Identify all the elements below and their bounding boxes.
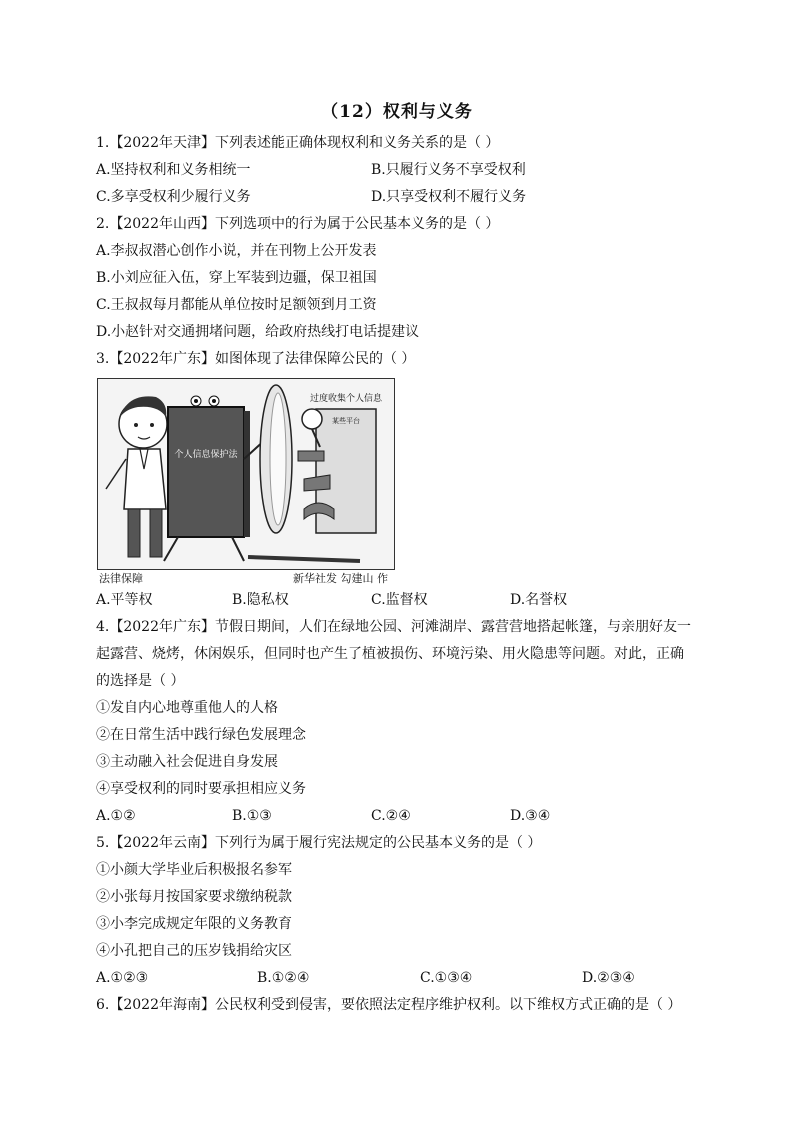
book-label: 个人信息保护法: [174, 450, 238, 460]
q3-option-d: D.名誉权: [510, 592, 568, 608]
q4-stem-line2: 起露营、烧烤，休闲娱乐，但同时也产生了植被损伤、环境污染、用火隐患等问题。对此，正确: [96, 646, 684, 662]
q5-stem: 5.【2022年云南】下列行为属于履行宪法规定的公民基本义务的是（ ）: [96, 835, 542, 851]
q3-option-c: C.监督权: [371, 592, 428, 608]
q4-option-a: A.①②: [96, 808, 136, 824]
q4-stem-line1: 4.【2022年广东】节假日期间，人们在绿地公园、河滩湖岸、露营营地搭起帐篷，与亲朋好友一: [96, 619, 691, 635]
q4-statement-1: ①发自内心地尊重他人的人格: [96, 700, 278, 716]
q5-option-c: C.①③④: [420, 970, 473, 986]
q1-option-d: D.只享受权利不履行义务: [371, 189, 527, 205]
q2-option-d: D.小赵针对交通拥堵问题，给政府热线打电话提建议: [96, 324, 420, 340]
q5-statement-2: ②小张每月按国家要求缴纳税款: [96, 889, 292, 905]
q2-stem: 2.【2022年山西】下列选项中的行为属于公民基本义务的是（ ）: [96, 216, 500, 232]
q4-statement-4: ④享受权利的同时要承担相应义务: [96, 781, 306, 797]
q1-option-a: A.坚持权利和义务相统一: [96, 162, 251, 178]
q4-option-d: D.③④: [510, 808, 551, 824]
q5-statement-1: ①小颜大学毕业后积极报名参军: [96, 862, 292, 878]
q2-option-a: A.李叔叔潜心创作小说，并在刊物上公开发表: [96, 243, 377, 259]
q3-stem: 3.【2022年广东】如图体现了法律保障公民的（ ）: [96, 351, 416, 367]
q5-option-b: B.①②④: [257, 970, 310, 986]
q5-statement-4: ④小孔把自己的压岁钱捐给灾区: [96, 943, 292, 959]
figure-caption-left: 法律保障: [99, 572, 143, 585]
q3-option-a: A.平等权: [96, 592, 153, 608]
q5-option-d: D.②③④: [582, 970, 635, 986]
cartoon-figure: [97, 378, 395, 570]
banner-text: 过度收集个人信息: [309, 394, 383, 404]
cartoon-illustration: [98, 379, 394, 569]
q4-stem-line3: 的选择是（ ）: [96, 673, 185, 689]
q4-option-b: B.①③: [232, 808, 272, 824]
q1-option-b: B.只履行义务不享受权利: [371, 162, 526, 178]
q2-option-b: B.小刘应征入伍，穿上军装到边疆，保卫祖国: [96, 270, 377, 286]
q1-option-c: C.多享受权利少履行义务: [96, 189, 251, 205]
q4-statement-3: ③主动融入社会促进自身发展: [96, 754, 278, 770]
q4-statement-2: ②在日常生活中践行绿色发展理念: [96, 727, 306, 743]
platform-label: 某些平台: [332, 417, 360, 425]
page-title: （12）权利与义务: [321, 102, 473, 122]
q4-option-c: C.②④: [371, 808, 411, 824]
figure-caption-right: 新华社发 勾建山 作: [293, 572, 388, 585]
q1-stem: 1.【2022年天津】下列表述能正确体现权利和义务关系的是（ ）: [96, 135, 500, 151]
q3-option-b: B.隐私权: [232, 592, 289, 608]
q2-option-c: C.王叔叔每月都能从单位按时足额领到月工资: [96, 297, 377, 313]
q5-statement-3: ③小李完成规定年限的义务教育: [96, 916, 292, 932]
q5-option-a: A.①②③: [96, 970, 149, 986]
q6-stem: 6.【2022年海南】公民权利受到侵害，要依照法定程序维护权利。以下维权方式正确的是（ ）: [96, 997, 682, 1013]
